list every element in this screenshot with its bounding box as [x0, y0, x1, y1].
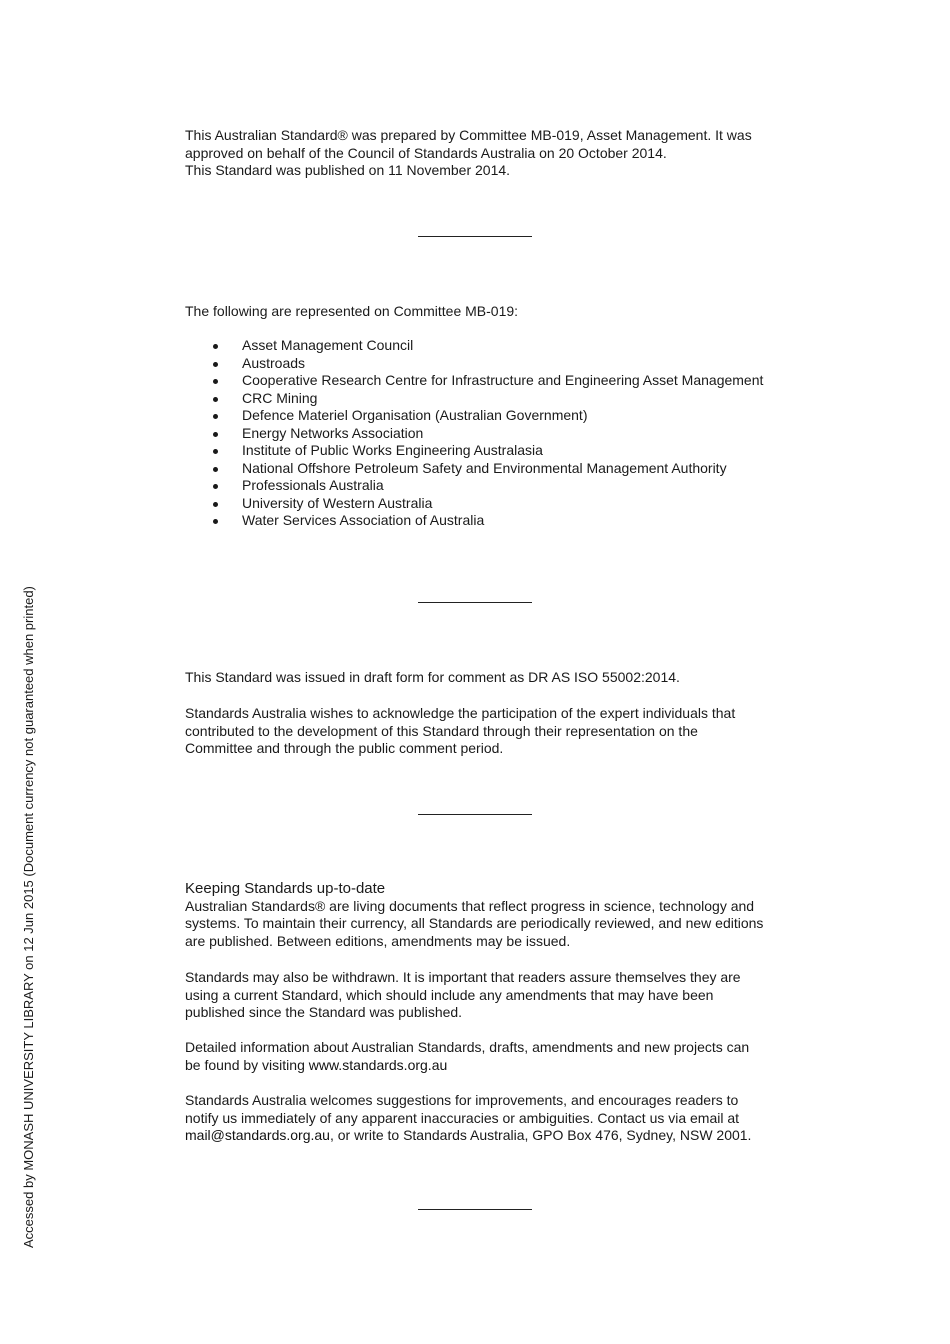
bullet-icon	[213, 519, 218, 524]
committee-member-list	[185, 337, 763, 530]
p3-line-1: Detailed information about Australian Standards, drafts, amendments and new projects can	[185, 1039, 750, 1055]
bullet-icon	[213, 379, 218, 384]
p4-line-3: mail@standards.org.au, or write to Standards Australia, GPO Box 476, Sydney, NSW 2001.	[185, 1127, 752, 1143]
draft-statement	[185, 669, 785, 687]
section-heading: Keeping Standards up-to-date	[185, 880, 386, 897]
bullet-icon	[213, 484, 218, 489]
list-item: Defence Materiel Organisation (Australian Government)	[185, 407, 763, 425]
withdrawal-paragraph	[185, 969, 785, 1022]
p1-line-1: Australian Standards® are living documents that reflect progress in science, technology and	[185, 897, 755, 914]
prepared-line-3: This Standard was published on 11 November 2014.	[185, 162, 511, 178]
bullet-icon	[213, 362, 218, 367]
p3-line-2: be found by visiting www.standards.org.au	[185, 1056, 448, 1073]
section-divider-1	[418, 236, 532, 237]
prepared-line-1: This Australian Standard® was prepared by Committee MB-019, Asset Management. It was	[185, 127, 752, 143]
draft-issued-text: This Standard was issued in draft form for comment as DR AS ISO 55002:2014.	[185, 669, 680, 685]
bullet-icon	[213, 397, 218, 402]
prepared-line-2: approved on behalf of the Council of Standards Australia on 20 October 2014.	[185, 144, 667, 161]
list-item: University of Western Australia	[185, 495, 763, 513]
p2-line-2: using a current Standard, which should include any amendments that may have been	[185, 986, 714, 1003]
list-item: Energy Networks Association	[185, 425, 763, 443]
acknowledgement	[185, 705, 785, 758]
uptodate-section	[185, 880, 785, 950]
list-item: National Offshore Petroleum Safety and Environmental Management Authority	[185, 460, 763, 478]
list-item: Institute of Public Works Engineering Australasia	[185, 442, 763, 460]
list-item: Professionals Australia	[185, 477, 763, 495]
p4-line-1: Standards Australia welcomes suggestions for improvements, and encourages readers to	[185, 1092, 739, 1108]
ack-line-2: contributed to the development of this Standard through their representation on the	[185, 722, 698, 739]
bullet-icon	[213, 432, 218, 437]
bullet-icon	[213, 344, 218, 349]
list-item: Asset Management Council	[185, 337, 763, 355]
preparation-statement	[185, 127, 785, 180]
section-divider-3	[418, 814, 532, 815]
p4-line-2: notify us immediately of any apparent inaccuracies or ambiguities. Contact us via email at	[185, 1109, 740, 1126]
ack-line-1: Standards Australia wishes to acknowledge the participation of the expert individuals that	[185, 705, 736, 721]
information-paragraph	[185, 1039, 785, 1074]
section-divider-2	[418, 602, 532, 603]
list-item: Austroads	[185, 355, 763, 373]
website-link[interactable]: www.standards.org.au	[308, 1056, 448, 1073]
bullet-icon	[213, 414, 218, 419]
p2-line-3: published since the Standard was published.	[185, 1004, 463, 1020]
p1-line-2: systems. To maintain their currency, all Standards are periodically reviewed, and new editions	[185, 915, 764, 931]
committee-intro-text: The following are represented on Committee MB-019:	[185, 303, 519, 319]
section-divider-4	[418, 1209, 532, 1210]
ack-line-3: Committee and through the public comment period.	[185, 740, 504, 756]
bullet-icon	[213, 502, 218, 507]
email-link[interactable]: mail@standards.org.au	[185, 1127, 330, 1143]
feedback-paragraph	[185, 1092, 785, 1145]
p1-line-3: are published. Between editions, amendments may be issued.	[185, 932, 571, 949]
bullet-icon	[213, 467, 218, 472]
committee-intro	[185, 303, 785, 321]
list-item: CRC Mining	[185, 390, 763, 408]
list-item: Water Services Association of Australia	[185, 512, 763, 530]
list-item: Cooperative Research Centre for Infrastructure and Engineering Asset Management	[185, 372, 763, 390]
p2-line-1: Standards may also be withdrawn. It is important that readers assure themselves they are	[185, 969, 741, 985]
bullet-icon	[213, 449, 218, 454]
access-watermark: Accessed by MONASH UNIVERSITY LIBRARY on 12 Jun 2015 (Document currency not guaranteed when printed)	[21, 586, 36, 1248]
